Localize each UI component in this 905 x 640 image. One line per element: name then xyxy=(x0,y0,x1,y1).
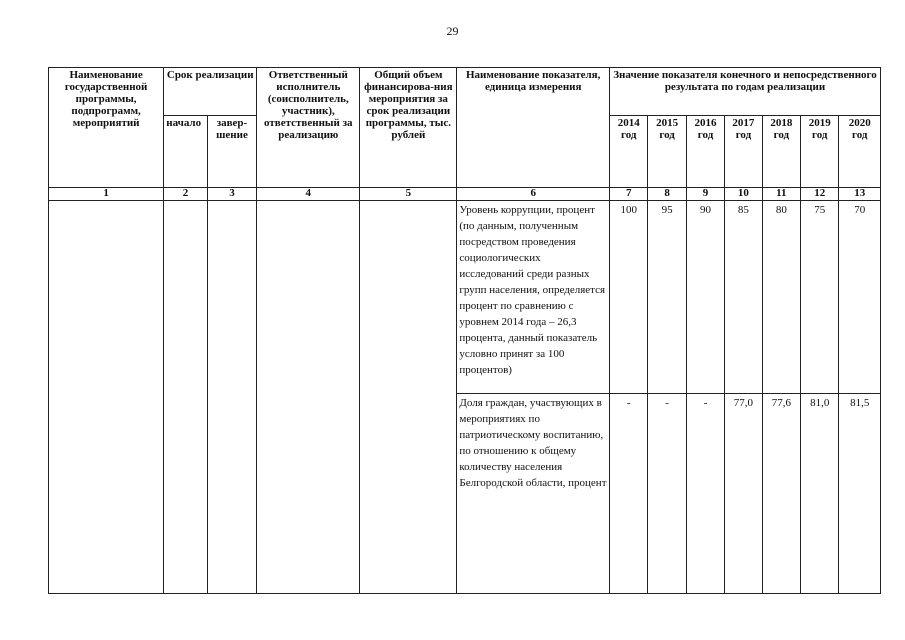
table-row xyxy=(49,201,881,394)
empty-funding-cell xyxy=(360,201,457,594)
value-cell: 81,5 xyxy=(839,394,881,594)
header-year-2020: 2020 год xyxy=(839,116,881,188)
column-number: 12 xyxy=(801,188,839,201)
column-number: 3 xyxy=(207,188,257,201)
column-number: 11 xyxy=(762,188,800,201)
indicator-cell: Доля граждан, участвующих в мероприятиях по патриотическому воспитанию, по отношению к общему количеству населения Белгородской области, процент xyxy=(457,394,610,594)
column-number: 9 xyxy=(686,188,724,201)
column-number: 13 xyxy=(839,188,881,201)
header-funding: Общий объем финансирова-ния мероприятия за срок реализации программы, тыс. рублей xyxy=(360,68,457,188)
results-table xyxy=(48,67,881,594)
header-indicator: Наименование показателя, единица измерения xyxy=(457,68,610,188)
value-cell: 90 xyxy=(686,201,724,394)
page-number: 29 xyxy=(446,24,459,38)
value-cell: 100 xyxy=(610,201,648,394)
header-values: Значение показателя конечного и непосредственного результата по годам реализации xyxy=(610,68,881,116)
value-cell: 70 xyxy=(839,201,881,394)
value-cell: 95 xyxy=(648,201,686,394)
value-cell: 85 xyxy=(725,201,762,394)
header-year-2014: 2014 год xyxy=(610,116,648,188)
empty-end-cell xyxy=(207,201,257,594)
value-cell: 80 xyxy=(762,201,800,394)
empty-start-cell xyxy=(164,201,207,594)
header-period: Срок реализации xyxy=(164,68,257,116)
header-row-1 xyxy=(49,68,881,116)
column-number-row xyxy=(49,188,881,201)
header-executor: Ответственный исполнитель (соисполнитель, участник), ответственный за реализацию xyxy=(257,68,360,188)
header-year-2018: 2018 год xyxy=(762,116,800,188)
value-cell: - xyxy=(686,394,724,594)
header-year-2016: 2016 год xyxy=(686,116,724,188)
empty-executor-cell xyxy=(257,201,360,594)
column-number: 2 xyxy=(164,188,207,201)
column-number: 10 xyxy=(725,188,762,201)
value-cell: 81,0 xyxy=(801,394,839,594)
column-number: 7 xyxy=(610,188,648,201)
value-cell: - xyxy=(648,394,686,594)
column-number: 6 xyxy=(457,188,610,201)
header-year-2017: 2017 год xyxy=(725,116,762,188)
header-start: начало xyxy=(164,116,207,188)
header-year-2019: 2019 год xyxy=(801,116,839,188)
indicator-cell: Уровень коррупции, процент (по данным, полученным посредством проведения социологических исследований среди разных групп населения, определяется процент по сравнению с уровнем 2014 года – 26,3 процента, данный показатель условно принят за 100 процентов) xyxy=(457,201,610,394)
value-cell: 77,6 xyxy=(762,394,800,594)
empty-program-cell xyxy=(49,201,164,594)
value-cell: - xyxy=(610,394,648,594)
header-year-2015: 2015 год xyxy=(648,116,686,188)
column-number: 1 xyxy=(49,188,164,201)
header-end: завер-шение xyxy=(207,116,257,188)
header-program-name: Наименование государственной программы, подпрограмм, мероприятий xyxy=(49,68,164,188)
column-number: 8 xyxy=(648,188,686,201)
value-cell: 75 xyxy=(801,201,839,394)
column-number: 4 xyxy=(257,188,360,201)
value-cell: 77,0 xyxy=(725,394,762,594)
column-number: 5 xyxy=(360,188,457,201)
